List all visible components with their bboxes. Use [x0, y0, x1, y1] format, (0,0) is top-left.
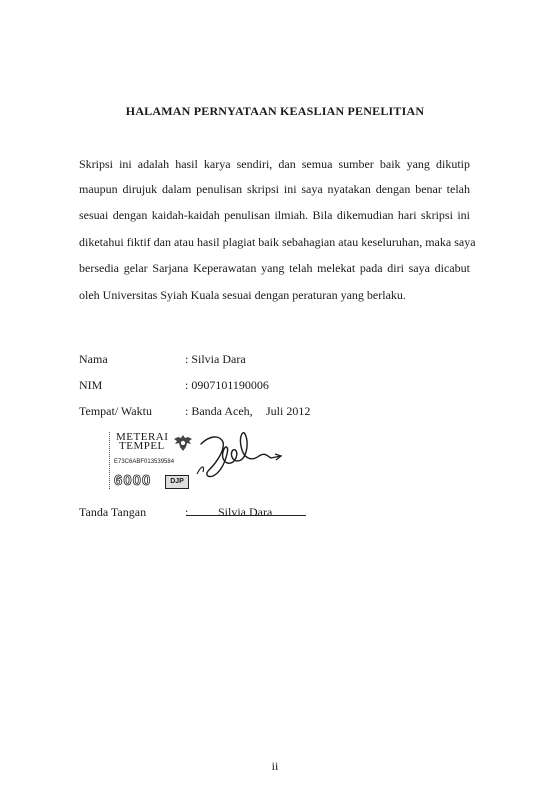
tanda-tangan-colon: :: [185, 505, 189, 519]
statement-paragraph: [79, 262, 470, 274]
tanda-tangan-label: Tanda Tangan: [79, 505, 147, 519]
stamp-serial: E73C6ABF013539584: [114, 459, 175, 465]
paragraph-line-6: oleh Universitas Syiah Kuala sesuai dengan peraturan yang berlaku.: [79, 288, 406, 302]
stamp-brand: DJP: [165, 475, 189, 489]
handwritten-signature: [195, 426, 285, 486]
signature-underline: [186, 515, 306, 516]
statement-paragraph: [79, 183, 470, 195]
tempat-waktu-value: : Banda Aceh,: [185, 404, 253, 418]
paragraph-line-4: diketahui fiktif dan atau hasil plagiat baik sebahagian atau keseluruhan, maka saya: [79, 235, 476, 249]
tempat-waktu-date: Juli 2012: [266, 404, 311, 418]
nim-label: NIM: [79, 378, 103, 392]
stamp-line-1: METERAI: [116, 431, 169, 443]
statement-paragraph: [79, 209, 470, 221]
nama-label: Nama: [79, 352, 108, 366]
statement-paragraph: [79, 158, 470, 170]
garuda-emblem-icon: [170, 432, 196, 454]
nama-value: : Silvia Dara: [185, 352, 246, 366]
page-number: ii: [271, 759, 279, 773]
nim-value: : 0907101190006: [185, 378, 269, 392]
tanda-tangan-name: Silvia Dara: [218, 505, 273, 519]
statement-paragraph: [79, 235, 476, 249]
stamp-perforation: [109, 432, 112, 489]
paragraph-line-2: maupun dirujuk dalam penulisan skripsi ini saya nyatakan dengan benar telah: [79, 182, 470, 196]
paragraph-line-3: sesuai dengan kaidah-kaidah penulisan ilmiah. Bila dikemudian hari skripsi ini: [79, 208, 470, 222]
statement-paragraph: [79, 289, 470, 301]
stamp-line-2: TEMPEL: [119, 440, 165, 452]
page-title: HALAMAN PERNYATAAN KEASLIAN PENELITIAN: [125, 104, 425, 118]
paragraph-line-5: bersedia gelar Sarjana Keperawatan yang telah melekat pada diri saya dicabut: [79, 261, 470, 275]
tempat-waktu-label: Tempat/ Waktu: [79, 404, 152, 418]
stamp-value: 6000: [114, 472, 152, 489]
paragraph-line-1: Skripsi ini adalah hasil karya sendiri, dan semua sumber baik yang dikutip: [79, 157, 470, 171]
